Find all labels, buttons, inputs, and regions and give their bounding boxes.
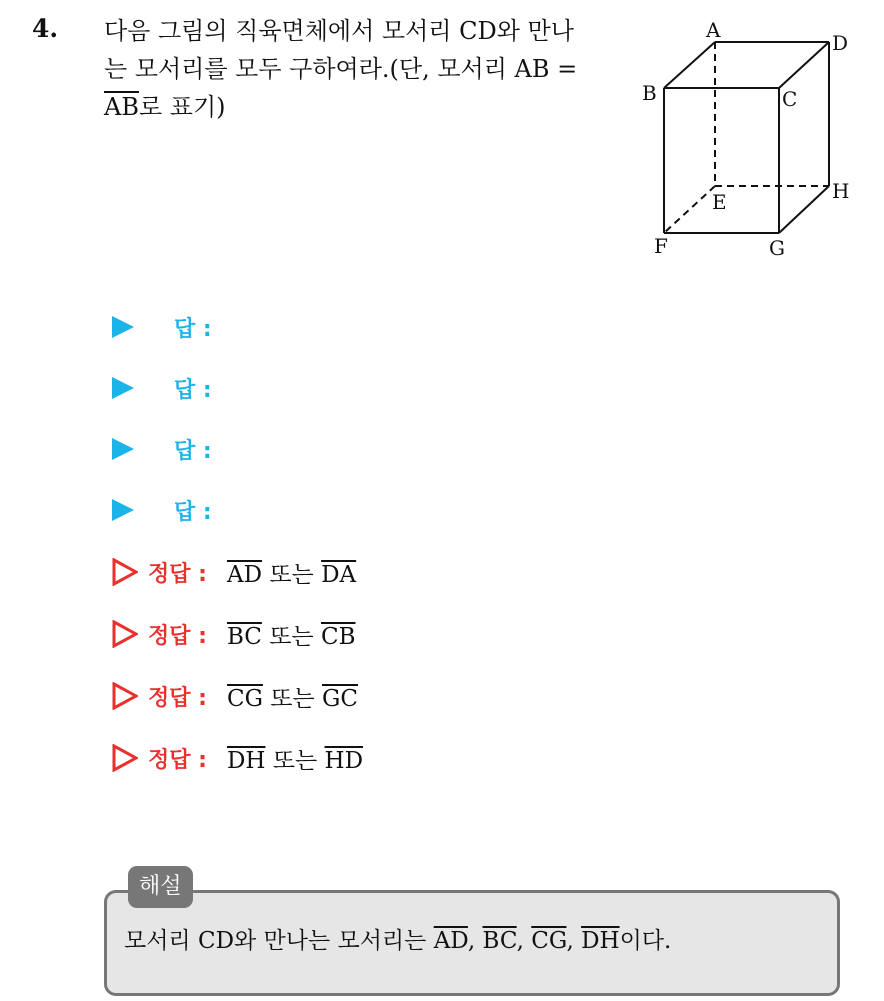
correct-answer-row (112, 552, 356, 592)
question-line-1: 다음 그림의 직육면체에서 모서리 CD와 만나 (104, 17, 574, 45)
correct-label: 정답 : (148, 561, 207, 587)
correct-label: 정답 : (148, 685, 207, 711)
outline-arrow-icon (112, 558, 138, 586)
vertex-h: H (832, 179, 850, 203)
question-text (104, 12, 624, 126)
question-line-3-rest: 로 표기) (138, 93, 226, 121)
answer-row (112, 490, 212, 530)
correct-value: $\overline{BC}$ 또는 $\overline{CB}$ (226, 623, 356, 650)
explanation-text: 모서리 CD와 만나는 모서리는 $\overline{AD}$, $\overline{BC}$, $\overline{CG}$, $\overline{DH}$이다. (124, 928, 672, 954)
correct-label: 정답 : (148, 623, 207, 649)
play-arrow-icon (112, 377, 134, 399)
answer-row (112, 307, 212, 347)
edge-ef (664, 186, 715, 233)
overline-ab: $\overline{AB}$ (104, 93, 139, 121)
vertex-c: C (782, 87, 798, 111)
correct-value: $\overline{AD}$ 또는 $\overline{DA}$ (226, 561, 357, 588)
correct-value: $\overline{DH}$ 또는 $\overline{HD}$ (226, 747, 364, 774)
outline-arrow-icon (112, 682, 138, 710)
correct-value: $\overline{CG}$ 또는 $\overline{GC}$ (226, 685, 358, 712)
question-line-3 (104, 88, 624, 126)
edge-cd (779, 42, 829, 88)
correct-label: 정답 : (148, 747, 207, 773)
vertex-e: E (712, 190, 727, 214)
vertex-a: A (706, 20, 721, 42)
explanation-tag: 해설 (128, 866, 193, 908)
cuboid-figure (636, 20, 856, 265)
answer-label: 답 : (174, 499, 212, 525)
outline-arrow-icon (112, 620, 138, 648)
correct-answer-row (112, 738, 363, 778)
correct-answer-row (112, 676, 358, 716)
answer-row (112, 429, 212, 469)
correct-answer-row (112, 614, 355, 654)
question-number: 4. (32, 14, 59, 43)
vertex-f: F (654, 234, 668, 258)
edge-gh (779, 186, 829, 233)
answer-label: 답 : (174, 316, 212, 342)
answer-row (112, 368, 212, 408)
answer-label: 답 : (174, 438, 212, 464)
play-arrow-icon (112, 438, 134, 460)
play-arrow-icon (112, 499, 134, 521)
edge-ba (664, 42, 715, 88)
play-arrow-icon (112, 316, 134, 338)
vertex-d: D (832, 31, 849, 55)
outline-arrow-icon (112, 744, 138, 772)
answer-label: 답 : (174, 377, 212, 403)
question-line-2: 는 모서리를 모두 구하여라.(단, 모서리 AB = (104, 55, 578, 83)
vertex-g: G (769, 236, 785, 260)
vertex-b: B (642, 81, 657, 105)
